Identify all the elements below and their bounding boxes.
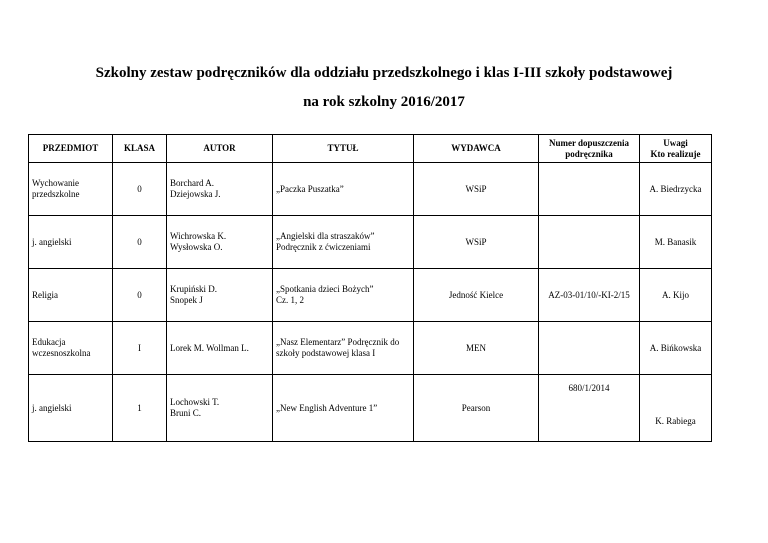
cell-numer [539, 216, 640, 269]
header-tytul: TYTUŁ [273, 135, 414, 163]
cell-numer: 680/1/2014 [539, 375, 640, 442]
cell-klasa: 0 [113, 216, 167, 269]
cell-klasa: 1 [113, 375, 167, 442]
textbook-table [28, 134, 712, 442]
cell-przedmiot: j. angielski [29, 375, 113, 442]
header-uwagi-line1: Uwagi [663, 137, 688, 148]
table-row [29, 322, 712, 375]
header-numer-line1: Numer dopuszczenia [548, 137, 630, 148]
cell-przedmiot: Wychowanie przedszkolne [29, 163, 113, 216]
cell-numer: AZ-03-01/10/-KI-2/15 [539, 269, 640, 322]
header-autor: AUTOR [167, 135, 273, 163]
cell-wydawca: WSiP [414, 163, 539, 216]
cell-numer [539, 163, 640, 216]
cell-klasa: 0 [113, 269, 167, 322]
cell-autor: Krupiński D. Snopek J [167, 269, 273, 322]
school-year-subtitle: na rok szkolny 2016/2017 [303, 94, 465, 110]
cell-uwagi: A. Biedrzycka [640, 163, 712, 216]
cell-przedmiot: j. angielski [29, 216, 113, 269]
cell-wydawca: MEN [414, 322, 539, 375]
header-numer-line2: podręcznika [565, 148, 613, 159]
cell-numer [539, 322, 640, 375]
cell-tytul: „Nasz Elementarz” Podręcznik do szkoły podstawowej klasa I [273, 322, 414, 375]
cell-przedmiot: Religia [29, 269, 113, 322]
header-numer [539, 135, 640, 163]
cell-uwagi: A. Kijo [640, 269, 712, 322]
cell-wydawca: Pearson [414, 375, 539, 442]
header-uwagi-line2: Kto realizuje [650, 148, 701, 159]
cell-uwagi: K. Rabiega [640, 375, 712, 442]
cell-tytul: „New English Adventure 1” [273, 375, 414, 442]
header-wydawca: WYDAWCA [414, 135, 539, 163]
cell-autor: Borchard A. Dziejowska J. [167, 163, 273, 216]
cell-klasa: I [113, 322, 167, 375]
table-row [29, 163, 712, 216]
header-klasa: KLASA [113, 135, 167, 163]
cell-wydawca: Jedność Kielce [414, 269, 539, 322]
cell-klasa: 0 [113, 163, 167, 216]
cell-tytul: „Paczka Puszatka” [273, 163, 414, 216]
cell-przedmiot: Edukacja wczesnoszkolna [29, 322, 113, 375]
cell-uwagi: A. Bińkowska [640, 322, 712, 375]
cell-autor: Wichrowska K. Wysłowska O. [167, 216, 273, 269]
header-przedmiot: PRZEDMIOT [29, 135, 113, 163]
document-title: Szkolny zestaw podręczników dla oddziału przedszkolnego i klas I-III szkoły podstawowej [95, 65, 673, 81]
header-uwagi [640, 135, 712, 163]
cell-tytul: „Angielski dla straszaków” Podręcznik z ćwiczeniami [273, 216, 414, 269]
table-header-row [29, 135, 712, 163]
cell-uwagi: M. Banasik [640, 216, 712, 269]
table-row [29, 216, 712, 269]
cell-autor: Lorek M. Wollman L. [167, 322, 273, 375]
table-row [29, 269, 712, 322]
table-row [29, 375, 712, 442]
cell-autor: Lochowski T. Bruni C. [167, 375, 273, 442]
cell-wydawca: WSiP [414, 216, 539, 269]
cell-tytul: „Spotkania dzieci Bożych” Cz. 1, 2 [273, 269, 414, 322]
